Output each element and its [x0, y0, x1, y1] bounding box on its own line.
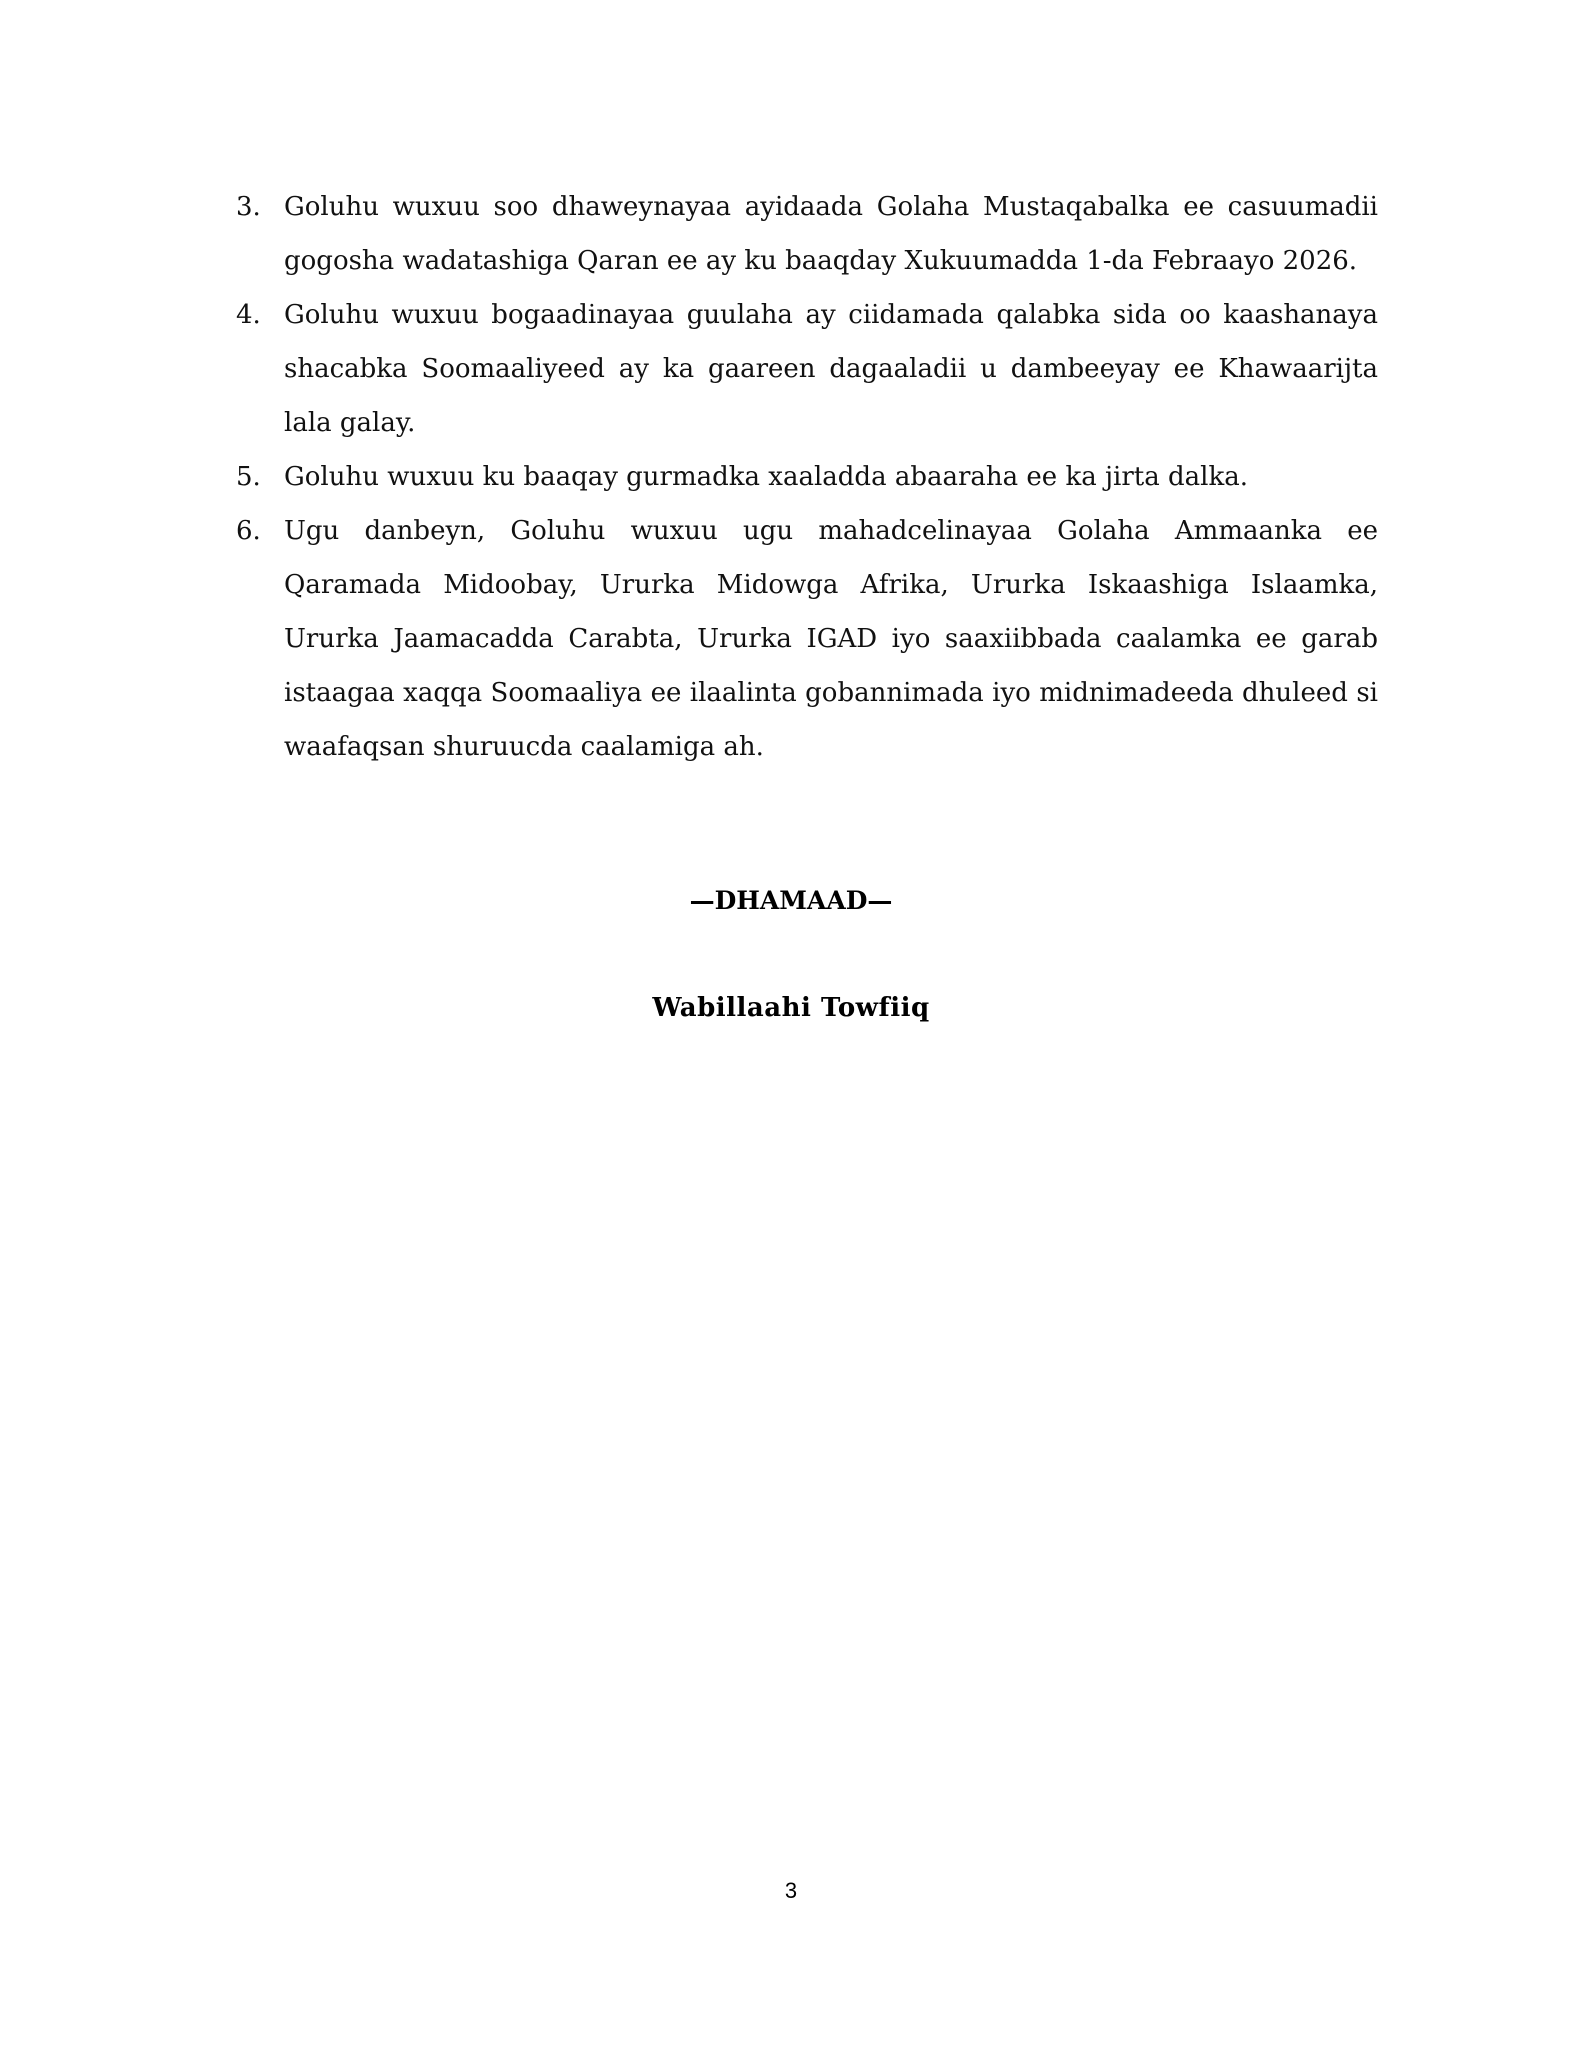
closing-marker: —DHAMAAD— — [689, 886, 893, 915]
list-item-number: 4. — [236, 300, 261, 330]
list-item-text: Goluhu wuxuu ku baaqay gurmadka xaaladda abaaraha ee ka jirta dalka. — [284, 462, 1248, 492]
list-item-text: Goluhu wuxuu soo dhaweynayaa ayidaada Golaha Mustaqabalka ee casuumadii gogosha wadatashiga Qaran ee ay ku baaqday Xukuumadda 1-da Febraayo 2026. — [284, 192, 1378, 276]
list-item-text: Ugu danbeyn, Goluhu wuxuu ugu mahadcelinayaa Golaha Ammaanka ee Qaramada Midoobay, Ururka Midowga Afrika, Ururka Iskaashiga Islaamka, Ururka Jaamacadda Carabta, Ururka IGAD iyo saaxiibbada caalamka ee garab istaagaa xaqqa Soomaaliya ee ilaalinta gobannimada iyo midnimadeeda dhuleed si waafaqsan shuruucda caalamiga ah. — [284, 516, 1378, 762]
list-item — [236, 450, 1378, 504]
list-item-number: 3. — [236, 192, 261, 222]
list-item — [236, 504, 1378, 774]
numbered-list — [236, 180, 1378, 774]
list-item-text: Goluhu wuxuu bogaadinayaa guulaha ay ciidamada qalabka sida oo kaashanaya shacabka Soomaaliyeed ay ka gaareen dagaaladii u dambeeyay ee Khawaarijta lala galay. — [284, 300, 1378, 438]
list-item — [236, 288, 1378, 450]
page-number: 3 — [784, 1878, 798, 1903]
list-item-number: 5. — [236, 462, 261, 492]
list-item — [236, 180, 1378, 288]
signoff: Wabillaahi Towfiiq — [652, 993, 930, 1023]
list-item-number: 6. — [236, 516, 261, 546]
